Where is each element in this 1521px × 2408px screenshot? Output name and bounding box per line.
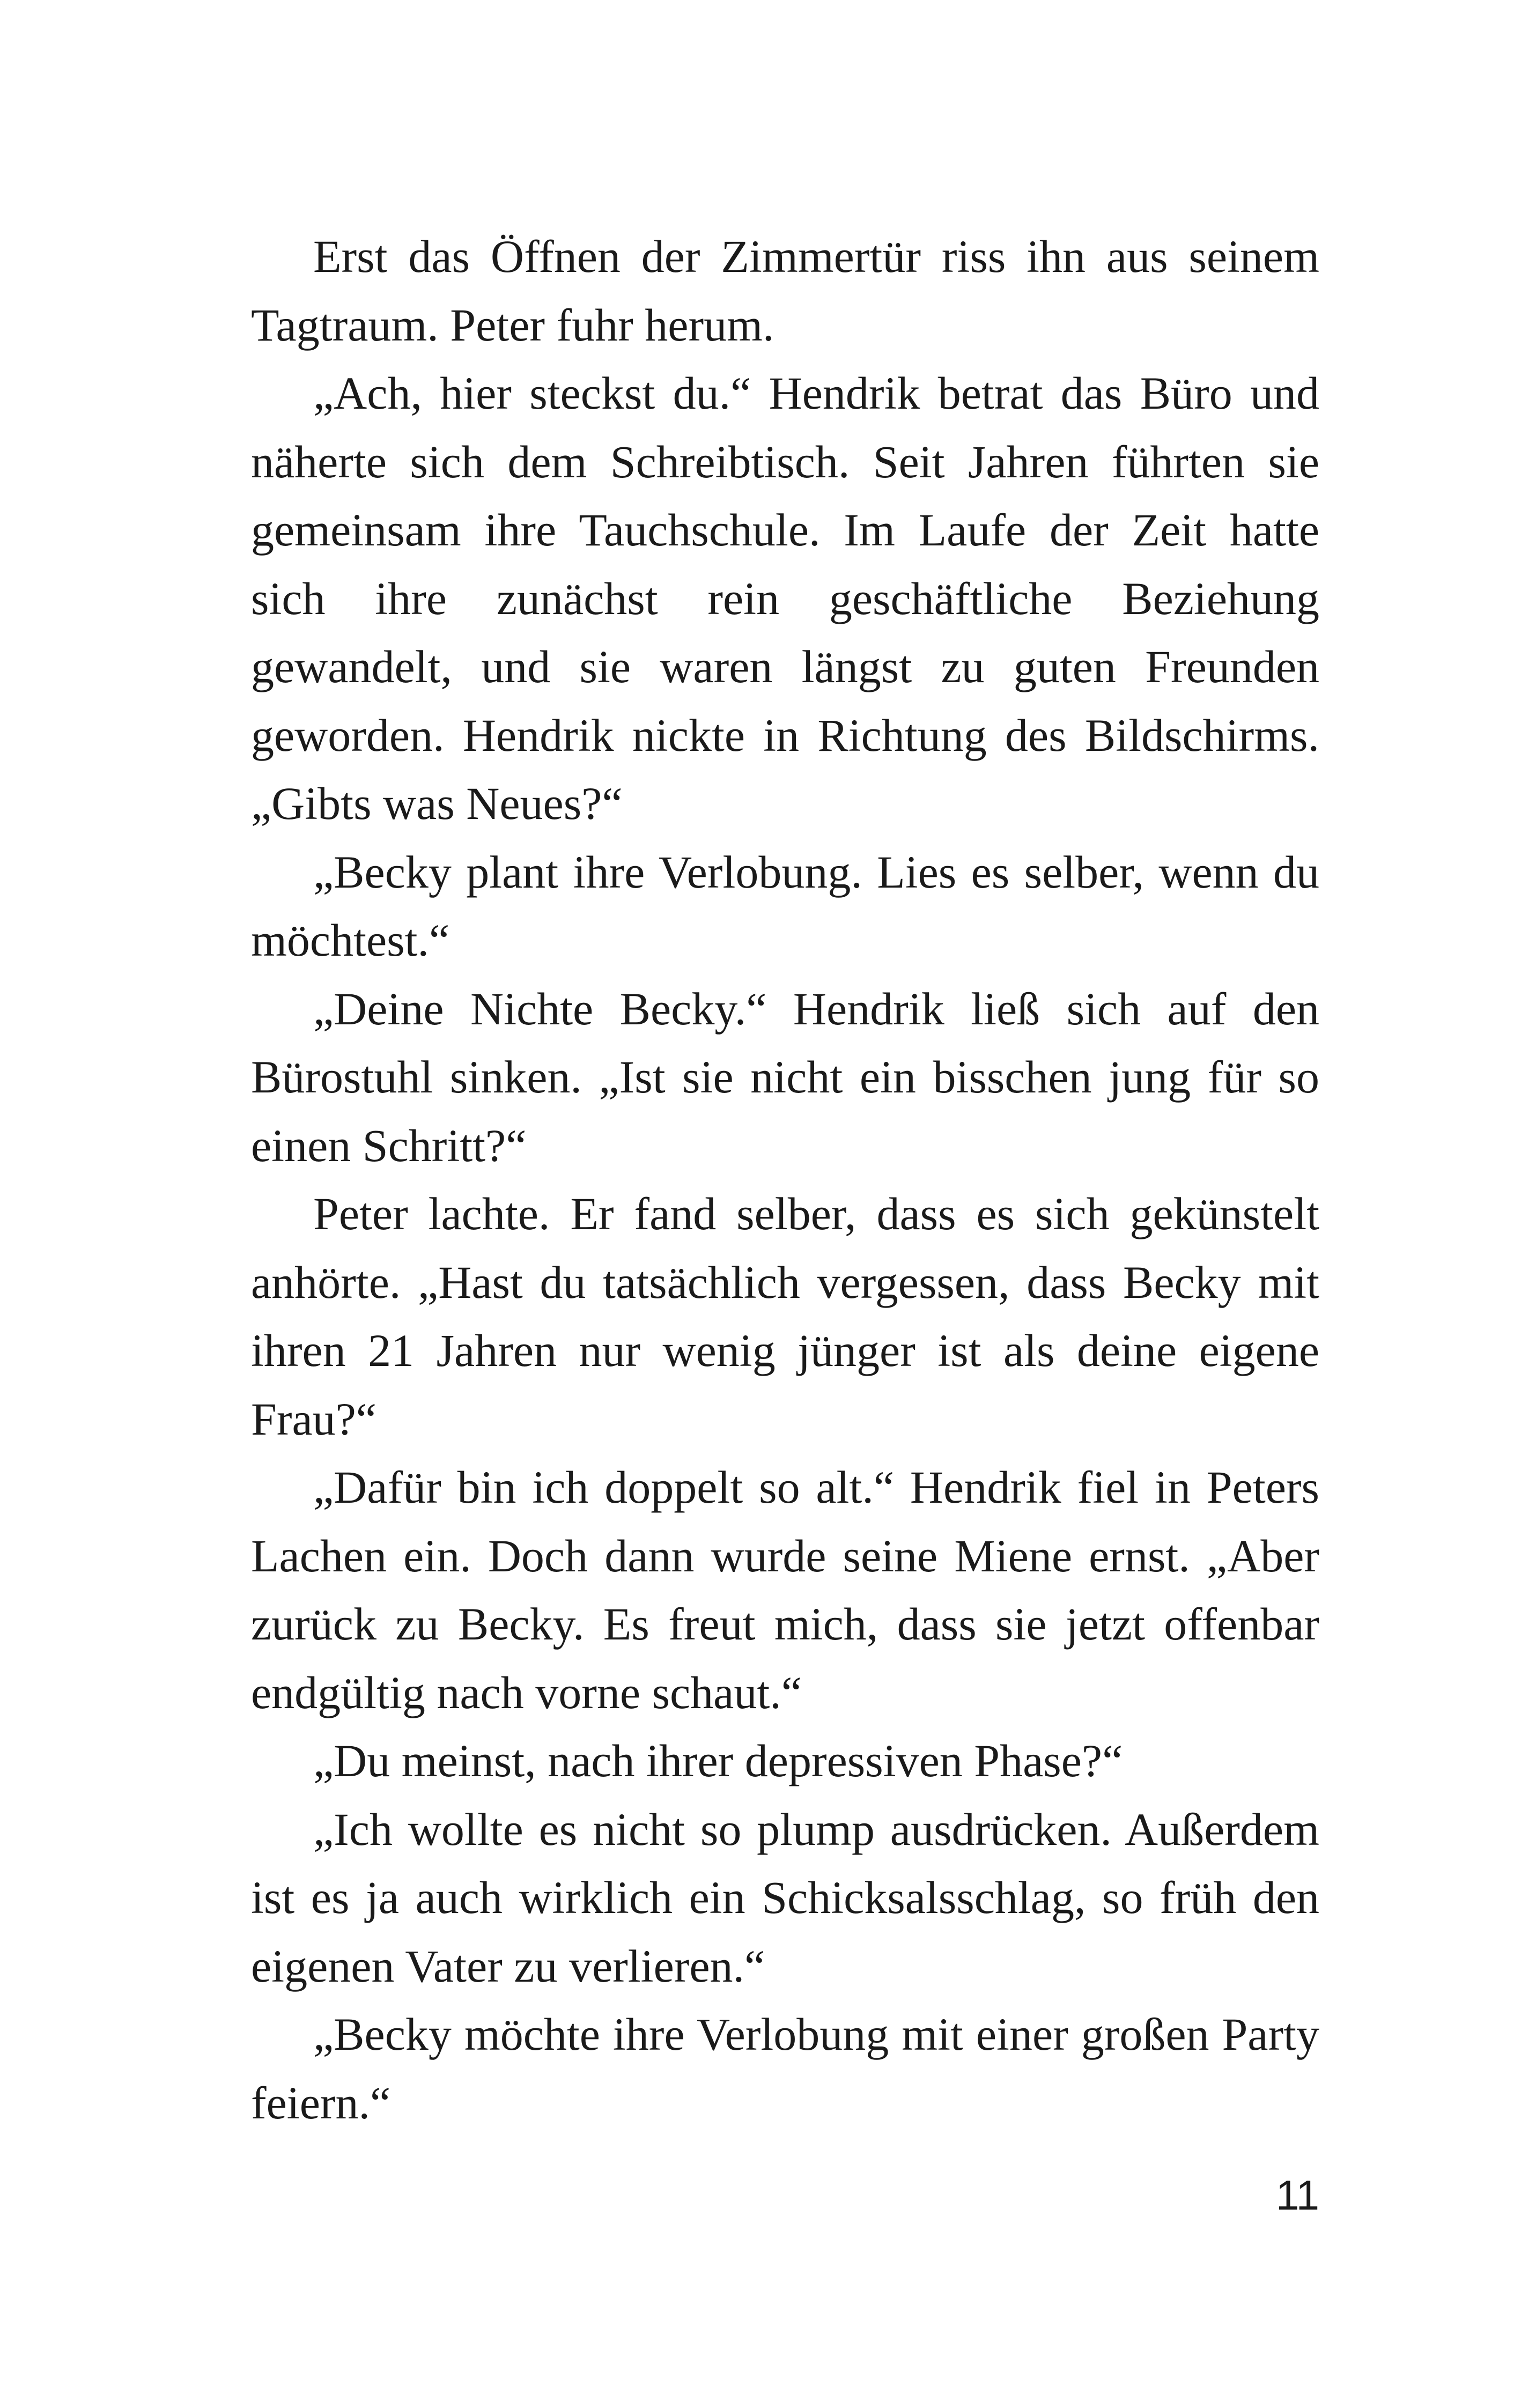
paragraph: „Ich wollte es nicht so plump ausdrücken. Außerdem ist es ja auch wirklich ein Schicksalsschlag, so früh den eigenen Vater zu verlieren.“: [251, 1803, 1319, 1992]
paragraph: Peter lachte. Er fand selber, dass es sich gekünstelt anhörte. „Hast du tatsächlich vergessen, dass Becky mit ihren 21 Jahren nur wenig jünger ist als deine eigene Frau?“: [251, 1188, 1319, 1445]
paragraph: „Du meinst, nach ihrer depressiven Phase?“: [313, 1735, 1123, 1786]
paragraph: „Becky plant ihre Verlobung. Lies es selber, wenn du möchtest.“: [251, 846, 1319, 966]
paragraph: Erst das Öffnen der Zimmertür riss ihn aus seinem Tagtraum. Peter fuhr herum.: [251, 231, 1319, 351]
paragraph: „Ach, hier steckst du.“ Hendrik betrat das Büro und näherte sich dem Schreibtisch. Seit Jahren führten sie gemeinsam ihre Tauchschule. Im Laufe der Zeit hatte sich ihre zunächst rein geschäftliche Beziehung gewandelt, und sie waren längst zu guten Freunden geworden. Hendrik nickte in Richtung des Bildschirms. „Gibts was Neues?“: [251, 367, 1319, 829]
body-text: [251, 223, 1319, 2137]
paragraph: „Deine Nichte Becky.“ Hendrik ließ sich auf den Bürostuhl sinken. „Ist sie nicht ein bisschen jung für so einen Schritt?“: [251, 983, 1319, 1171]
page-number: 11: [1276, 2171, 1319, 2219]
paragraph: „Dafür bin ich doppelt so alt.“ Hendrik fiel in Peters Lachen ein. Doch dann wurde seine Miene ernst. „Aber zurück zu Becky. Es freut mich, dass sie jetzt offenbar endgültig nach vorne schaut.“: [251, 1461, 1319, 1718]
paragraph: „Becky möchte ihre Verlobung mit einer großen Party feiern.“: [251, 2008, 1319, 2129]
